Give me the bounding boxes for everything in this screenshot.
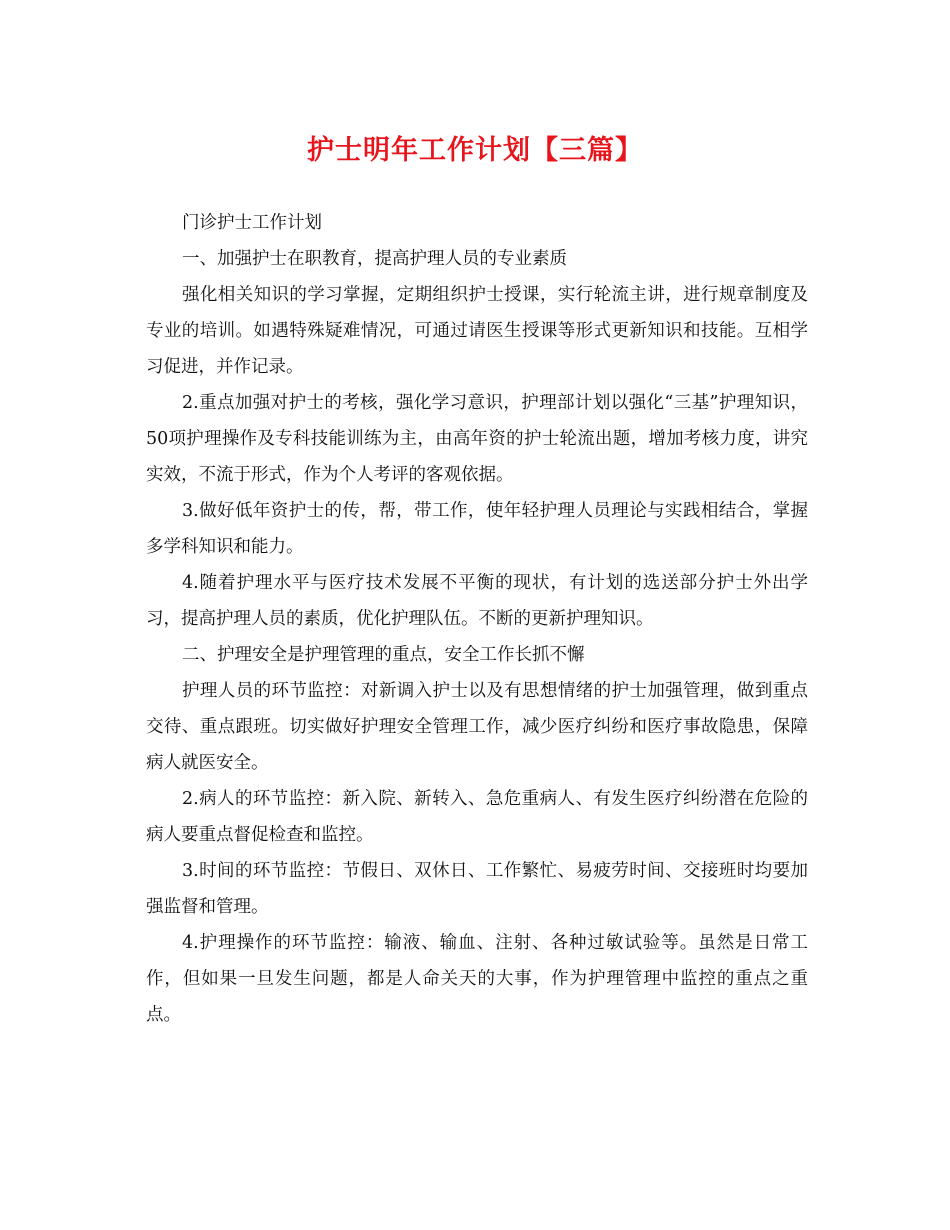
document-title: 护士明年工作计划【三篇】 [307, 135, 643, 166]
section-heading-outpatient: 门诊护士工作计划 [182, 213, 322, 233]
section-heading-2: 二、护理安全是护理管理的重点，安全工作长抓不懈 [182, 645, 585, 665]
paragraph: 4.护理操作的环节监控：输液、输血、注射、各种过敏试验等。虽然是日常工作，但如果一旦发生问题，都是人命关天的大事，作为护理管理中监控的重点之重点。 [146, 933, 808, 1025]
paragraph: 3.做好低年资护士的传，帮，带工作，使年轻护理人员理论与实践相结合，掌握多学科知识和能力。 [146, 501, 808, 557]
document-body [146, 205, 808, 1033]
paragraph: 强化相关知识的学习掌握，定期组织护士授课，实行轮流主讲，进行规章制度及专业的培训。如遇特殊疑难情况，可通过请医生授课等形式更新知识和技能。互相学习促进，并作记录。 [146, 285, 808, 377]
section-heading-1: 一、加强护士在职教育，提高护理人员的专业素质 [182, 249, 567, 269]
paragraph: 4.随着护理水平与医疗技术发展不平衡的现状，有计划的选送部分护士外出学习，提高护理人员的素质，优化护理队伍。不断的更新护理知识。 [146, 573, 808, 629]
paragraph: 2.病人的环节监控：新入院、新转入、急危重病人、有发生医疗纠纷潜在危险的病人要重点督促检查和监控。 [146, 789, 808, 845]
paragraph: 护理人员的环节监控：对新调入护士以及有思想情绪的护士加强管理，做到重点交待、重点跟班。切实做好护理安全管理工作，减少医疗纠纷和医疗事故隐患，保障病人就医安全。 [146, 681, 808, 773]
paragraph: 2.重点加强对护士的考核，强化学习意识，护理部计划以强化“三基”护理知识，50项护理操作及专科技能训练为主，由高年资的护士轮流出题，增加考核力度，讲究实效，不流于形式，作为个人考评的客观依据。 [146, 393, 808, 485]
paragraph: 3.时间的环节监控：节假日、双休日、工作繁忙、易疲劳时间、交接班时均要加强监督和管理。 [146, 861, 808, 917]
